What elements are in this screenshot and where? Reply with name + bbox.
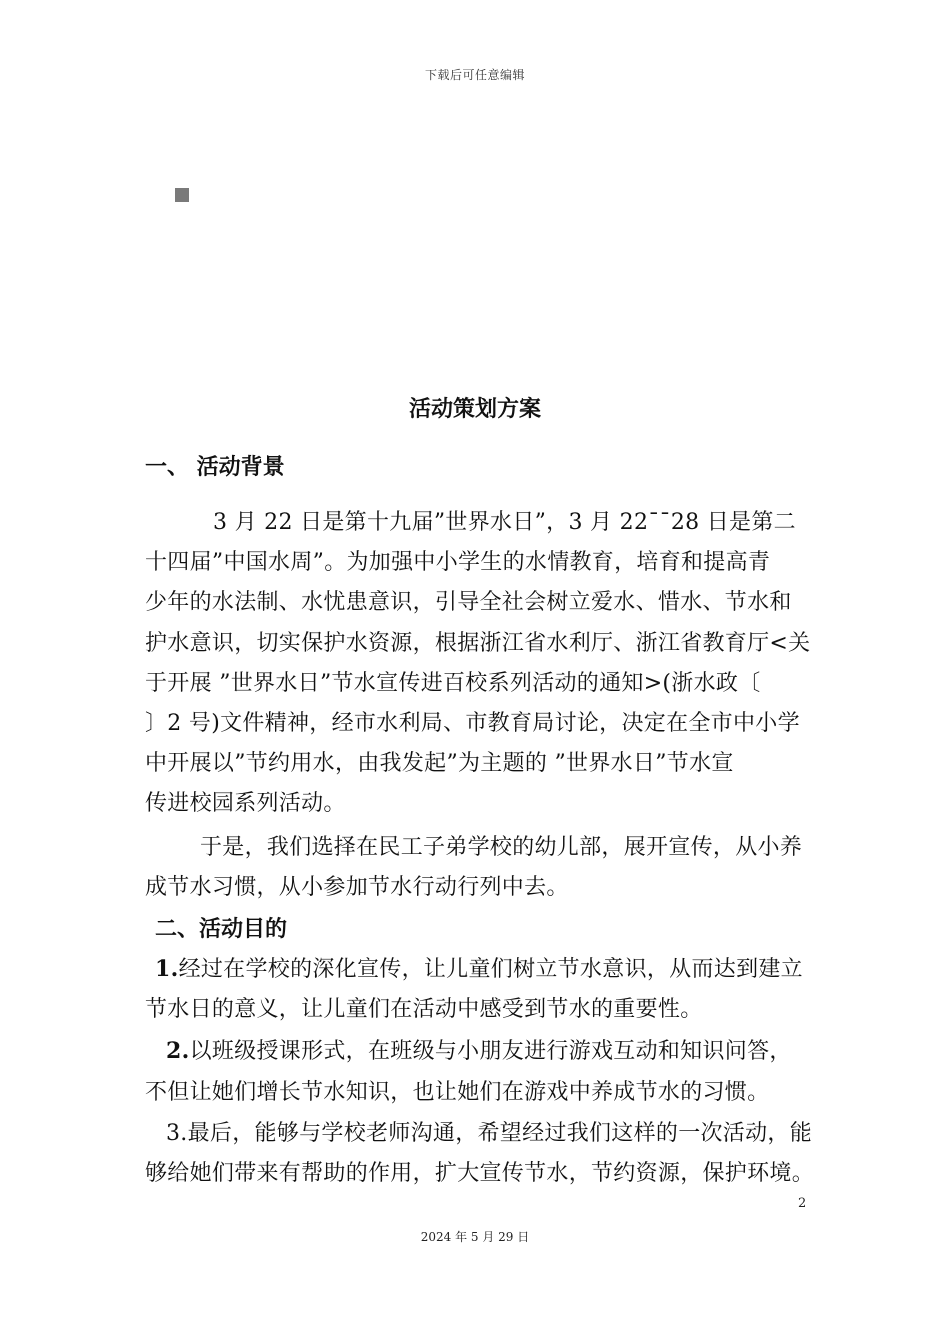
- list-item: [166, 1034, 792, 1065]
- list-item: [166, 1116, 812, 1147]
- list-item-text: 最后，能够与学校老师沟通，希望经过我们这样的一次活动，能: [187, 1121, 812, 1146]
- paragraph-line: 够给她们带来有帮助的作用，扩大宣传节水，节约资源，保护环境。: [145, 1161, 815, 1186]
- document-title: 活动策划方案: [408, 397, 541, 422]
- paragraph-line: 成节水习惯，从小参加节水行动行列中去。: [145, 875, 569, 900]
- footer-date: 2024 年 5 月 29 日: [420, 1230, 530, 1244]
- section-heading-background: 一、 活动背景: [145, 455, 285, 480]
- paragraph-line: 于开展 ”世界水日”节水宣传进百校系列活动的通知>(浙水政〔: [145, 671, 761, 696]
- paragraph-line: 于是，我们选择在民工子弟学校的幼儿部，展开宣传，从小养: [200, 835, 803, 860]
- page-number: 2: [798, 1196, 807, 1211]
- list-item-number: 1.: [155, 956, 179, 982]
- paragraph-line: 传进校园系列活动。: [145, 791, 346, 816]
- paragraph-line: 节水日的意义，让儿童们在活动中感受到节水的重要性。: [145, 997, 703, 1022]
- paragraph-line: 十四届”中国水周”。为加强中小学生的水情教育，培育和提高青: [145, 550, 771, 575]
- page-header: 下载后可任意编辑: [424, 68, 525, 82]
- list-item: [155, 952, 803, 983]
- paragraph-line: 护水意识，切实保护水资源，根据浙江省水利厅、浙江省教育厅<关: [145, 631, 811, 656]
- paragraph-line: 〕2 号)文件精神，经市水利局、市教育局讨论，决定在全市中小学: [145, 711, 800, 736]
- paragraph-line: 不但让她们增长节水知识，也让她们在游戏中养成节水的习惯。: [145, 1080, 770, 1105]
- section-heading-purpose: 二、活动目的: [155, 917, 288, 942]
- paragraph-line: 中开展以”节约用水，由我发起”为主题的 ”世界水日”节水宣: [145, 751, 734, 776]
- list-item-text: 经过在学校的深化宣传，让儿童们树立节水意识，从而达到建立: [178, 957, 803, 982]
- paragraph-line: 少年的水法制、水忧患意识，引导全社会树立爱水、惜水、节水和: [145, 590, 792, 615]
- list-item-number: 3.: [166, 1121, 188, 1146]
- list-item-number: 2.: [166, 1038, 190, 1064]
- list-item-text: 以班级授课形式，在班级与小朋友进行游戏互动和知识问答，: [189, 1039, 792, 1064]
- square-bullet-icon: [175, 188, 189, 202]
- paragraph-line: 3 月 22 日是第十九届”世界水日”，3 月 22¯¯28 日是第二: [213, 510, 796, 535]
